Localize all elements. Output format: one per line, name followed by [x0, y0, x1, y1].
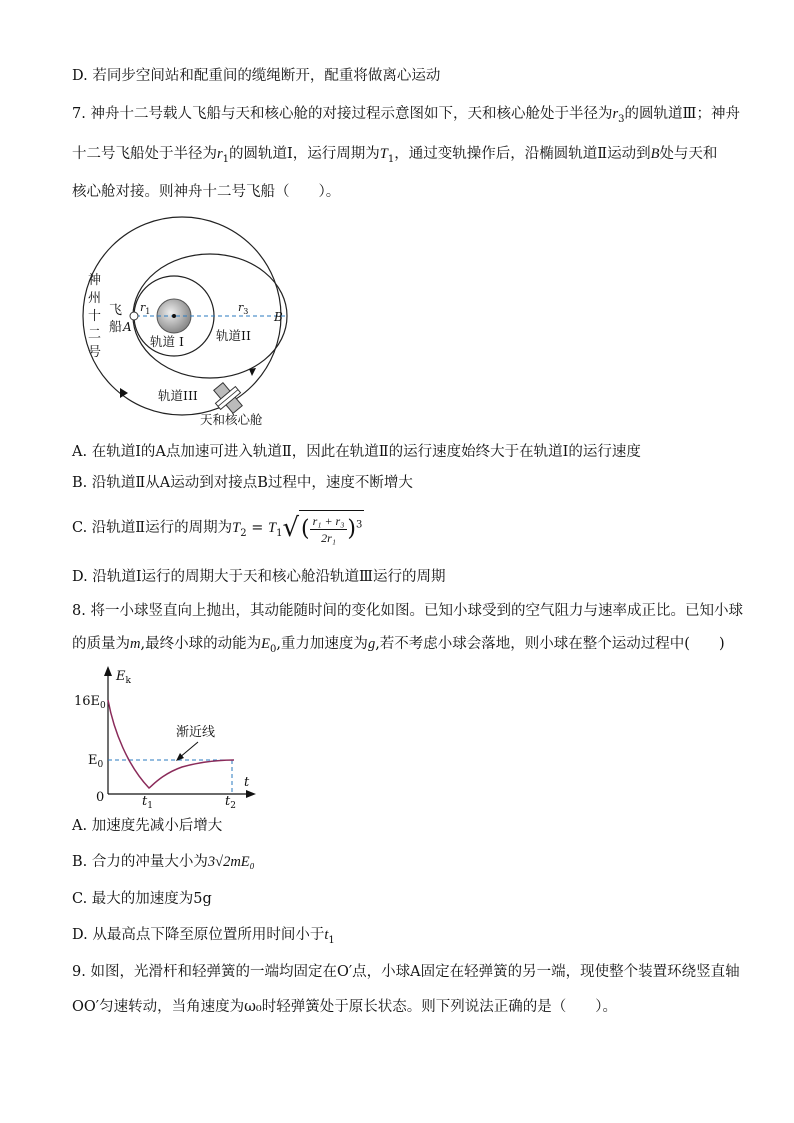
q7-option-c: C. 沿轨道Ⅱ运行的周期为$T_2 = T_1√$( $\frac{\text{r₁ + r₃}}{\text{2r₁}}$ )$^3$: [72, 508, 364, 552]
ek-curve: [108, 700, 234, 788]
ship-label-zhou: 州: [88, 291, 102, 306]
x-axis-arrow-icon: [246, 790, 256, 798]
q9-stem-line2: OO′匀速转动，当角速度为ω₀时轻弹簧处于原长状态。则下列说法正确的是（ ）。: [72, 999, 617, 1015]
ship-label-chuan: 船: [109, 320, 123, 335]
ship-label-shi: 十: [88, 309, 102, 324]
r3-label: $r_3$: [238, 301, 249, 316]
station-label: 天和核心舱: [200, 412, 263, 427]
q8-stem-line2: 的质量为m,最终小球的动能为$E_0$,重力加速度为g,若不考虑小球会落地，则小球在整个运动过程中( ): [72, 636, 725, 655]
point-a-label: A: [123, 320, 132, 334]
orbit-1-label: 轨道 I: [150, 334, 184, 349]
ship-label-fei: 飞: [109, 303, 123, 318]
y-tick-e0: $E_0$: [88, 753, 104, 770]
x-tick-t1: $t_1$: [142, 794, 153, 811]
point-b-label: B: [274, 310, 283, 324]
q8-option-d: D. 从最高点下降至原位置所用时间小于$t_1$: [72, 927, 335, 946]
x-axis-label: t: [244, 775, 250, 790]
ship-label-hao: 号: [88, 345, 102, 360]
y-axis-arrow-icon: [104, 666, 112, 676]
q8-option-b: B. 合力的冲量大小为3√2mE₀: [72, 854, 255, 870]
q9-stem-line1: 9. 如图，光滑杆和轻弹簧的一端均固定在O′点，小球A固定在轻弹簧的另一端，现使整个装置环绕竖直轴: [72, 964, 740, 980]
q7-stem-line1: 7. 神舟十二号载人飞船与天和核心舱的对接过程示意图如下，天和核心舱处于半径为$r_3$的圆轨道Ⅲ；神舟: [72, 106, 740, 125]
x-tick-t2: $t_2$: [225, 794, 236, 811]
asymptote-label: 渐近线: [176, 725, 216, 740]
prev-option-d: D. 若同步空间站和配重间的缆绳断开，配重将做离心运动: [72, 68, 441, 84]
y-tick-16e0: $16E_0$: [74, 694, 106, 711]
q7-stem-line3: 核心舱对接。则神舟十二号飞船（ ）。: [72, 184, 341, 200]
q7-option-d: D. 沿轨道Ⅰ运行的周期大于天和核心舱沿轨道Ⅲ运行的周期: [72, 569, 446, 585]
y-axis-label: $E_k$: [116, 669, 131, 686]
origin-label: 0: [96, 790, 105, 805]
q8-option-a: A. 加速度先减小后增大: [72, 818, 223, 834]
q7-stem-line2: 十二号飞船处于半径为$r_1$的圆轨道Ⅰ，运行周期为$T_1$，通过变轨操作后，沿椭圆轨道Ⅱ运动到B处与天和: [72, 146, 718, 165]
ship-label-er: 二: [88, 327, 102, 342]
q8-option-c: C. 最大的加速度为5g: [72, 891, 212, 907]
orbit-2-arrow-icon: [249, 368, 256, 376]
q7-option-b: B. 沿轨道Ⅱ从A运动到对接点B过程中，速度不断增大: [72, 475, 413, 491]
q7-option-a: A. 在轨道Ⅰ的A点加速可进入轨道Ⅱ，因此在轨道Ⅱ的运行速度始终大于在轨道Ⅰ的运行速度: [72, 444, 641, 460]
spacecraft-icon: [130, 312, 138, 320]
q8-stem-line1: 8. 将一小球竖直向上抛出，其动能随时间的变化如图。已知小球受到的空气阻力与速率成正比。已知小球: [72, 603, 743, 619]
orbit-diagram: [76, 210, 308, 432]
orbit-2-label: 轨道II: [216, 328, 251, 343]
r1-label: $r_1$: [140, 301, 151, 316]
ship-label-shen: 神: [88, 273, 102, 288]
ek-time-graph: [72, 662, 262, 812]
q7-option-c-fraction: $\frac{\text{r₁ + r₃}}{\text{2r₁}}$: [310, 513, 348, 546]
earth-center-dot: [172, 314, 176, 318]
orbit-3-label: 轨道III: [158, 388, 198, 403]
